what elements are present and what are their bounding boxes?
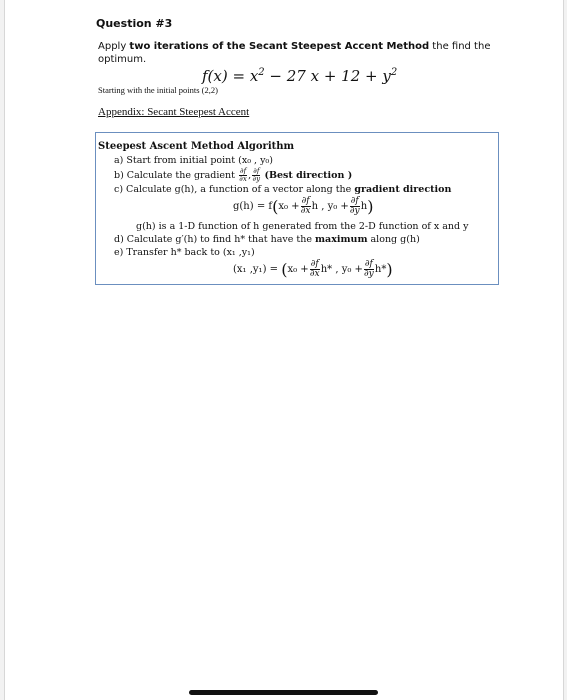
step-e: e) Transfer h* back to (x₁ ,y₁) — [114, 247, 255, 258]
formula-exp-2: 2 — [390, 67, 398, 78]
question-title: Question #3 — [96, 17, 173, 30]
step-c-text: c) Calculate g(h), a function of a vector along the — [114, 184, 352, 195]
step-c — [114, 184, 451, 195]
formula-mid: − 27 x + 12 + y — [264, 67, 391, 85]
intro-line-2: optimum. — [98, 54, 147, 65]
g-of-h-note: g(h) is a 1-D function of h generated from the 2-D function of x and y — [136, 221, 469, 232]
step-a: a) Start from initial point (x₀ , y₀) — [114, 155, 273, 166]
objective-function — [202, 67, 397, 85]
step-b-text: b) Calculate the gradient — [114, 170, 235, 181]
step-c-bold: gradient direction — [354, 184, 452, 195]
document-page — [4, 0, 564, 700]
formula-exp-1: 2 — [258, 67, 265, 78]
partial-fy: $\frac{\partial f}{\partial y}$ — [252, 167, 261, 183]
appendix-heading: Appendix: Secant Steepest Accent — [98, 106, 250, 118]
starting-points: Starting with the initial points (2,2) — [98, 85, 218, 95]
algorithm-title: Steepest Ascent Method Algorithm — [98, 141, 295, 152]
intro-text-a: Apply — [98, 41, 130, 52]
formula-lhs: f(x) = x — [202, 67, 259, 85]
intro-line-1 — [98, 41, 490, 52]
update-equation: (x₁ ,y₁) = (x₀ + $\frac{\partial f}{\partial x}$ h* , y₀ + $\frac{\partial f}{\partial y}$ h*) — [233, 259, 393, 279]
step-b: b) Calculate the gradient $\frac{\partial f}{\partial x}$ , $\frac{\partial f}{\partial y}$ (Best direction ) — [114, 167, 353, 183]
home-indicator[interactable] — [189, 690, 378, 695]
intro-bold: two iterations of the Secant Steepest Accent Method — [129, 41, 430, 52]
step-d: d) Calculate g′(h) to find h* that have the maximum along g(h) — [114, 234, 420, 245]
g-of-h-equation: g(h) = f(x₀ + $\frac{\partial f}{\partial x}$ h , y₀ + $\frac{\partial f}{\partial y}$ h) — [233, 196, 374, 216]
partial-fx: $\frac{\partial f}{\partial x}$ — [239, 167, 247, 183]
step-d-bold: maximum — [315, 234, 368, 245]
step-b-bold: (Best direction ) — [264, 170, 353, 181]
intro-text-b: the find the — [429, 41, 491, 52]
